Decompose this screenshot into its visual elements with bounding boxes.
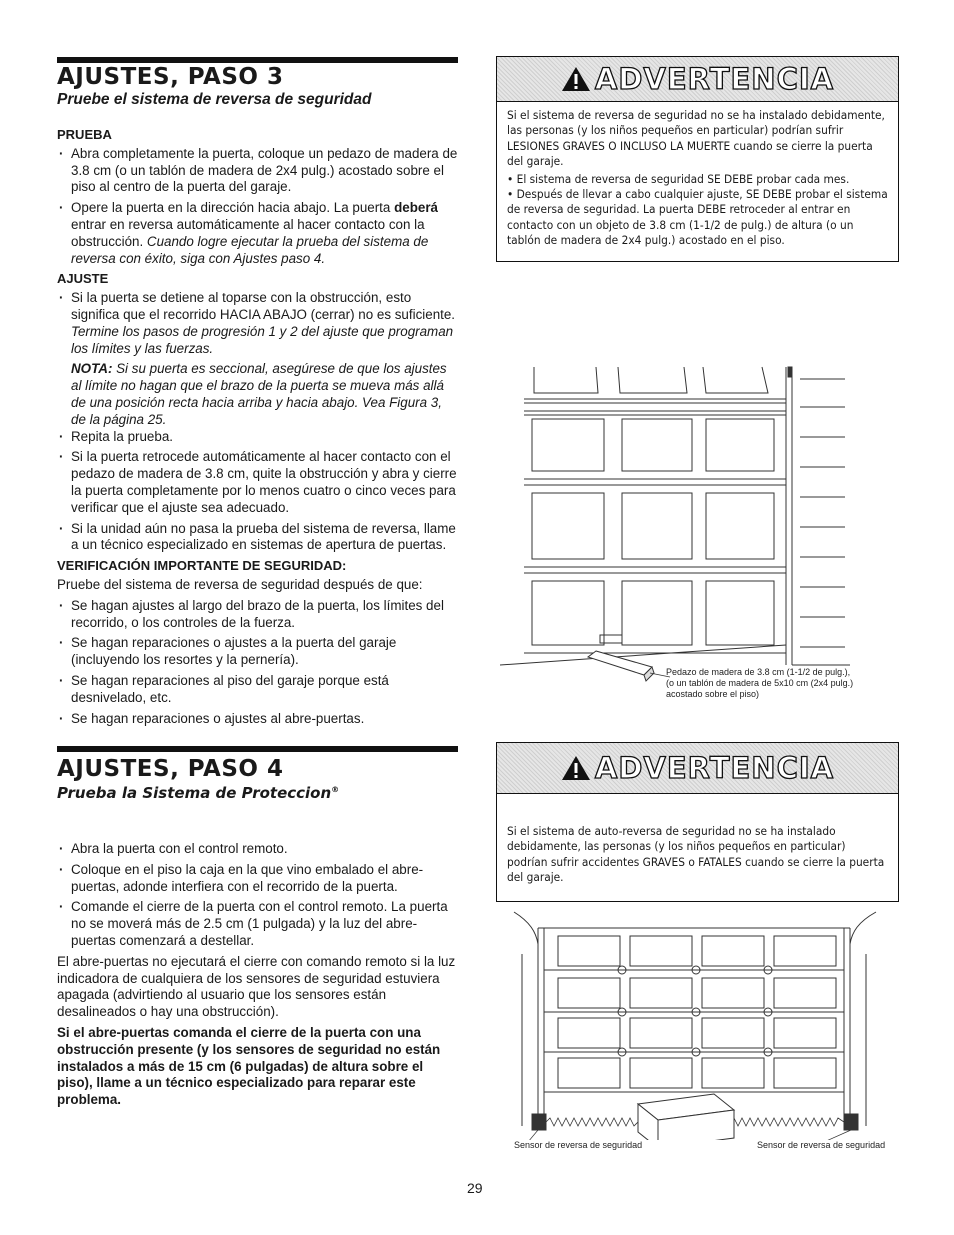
text: Si la puerta se detiene al toparse con la obstrucción, esto significa que el recorrido HACIA ABAJO (cerrar) no es suficiente. [71, 290, 456, 322]
page-number: 29 [467, 1180, 483, 1196]
step3-title: AJUSTES, PASO 3 [57, 64, 284, 90]
list-item: · Si la unidad aún no pasa la prueba del sistema de reversa, llame a un técnico especializado en sistemas de apertura de puertas. [57, 521, 459, 555]
list-item: · Si la puerta retrocede automáticamente al hacer contacto con el pedazo de madera de 3.8 cm, quite la obstrucción y abra y cierre la puerta completamente por lo menos cuatro o cinco veces para verificar que el ajuste sea adecuado. [57, 449, 459, 516]
warning-triangle-icon [561, 755, 591, 781]
list-item: · Comande el cierre de la puerta con el control remoto. La puerta no se moverá más de 2.5 cm (1 pulgada) y la luz del abre-puertas comenzará a destellar. [57, 899, 459, 949]
list-item: · Abra completamente la puerta, coloque un pedazo de madera de 3.8 cm (o un tablón de madera de 2x4 pulg.) acostado sobre el piso al centro de la puerta del garaje. [57, 146, 459, 196]
nota-label: NOTA: [71, 361, 113, 377]
step4-body [57, 841, 459, 1109]
text: entrar en reversa automáticamente al hacer contacto con la obstrucción. [71, 216, 425, 249]
step3-subtitle: Pruebe el sistema de reversa de seguridad [57, 91, 372, 108]
safety-sensor-figure [508, 908, 888, 1140]
warning-bullet: • El sistema de reversa de seguridad SE DEBE probar cada mes. [507, 171, 850, 186]
warning-header [497, 743, 898, 794]
subtitle-text: Prueba la Sistema de Proteccion [57, 784, 332, 802]
warning-bullet: • Después de llevar a cabo cualquier ajuste, SE DEBE probar el sistema de reversa de seguridad. La puerta DEBE retroceder al entrar en contacto con un objeto de 3.8 cm (1-1/2 de pulg.) de altura (o un tablón de madera de 2x4 pulg.) acostado en el piso. [507, 187, 888, 248]
warning-text: Si el sistema de auto-reversa de seguridad no se ha instalado debidamente, las personas (y los niños pequeños en particular) podrían sufrir accidentes GRAVES o FATALES cuando se cierre la puerta del garaje. [507, 824, 885, 885]
text: Si su puerta es seccional, asegúrese de que los ajustes al límite no hagan que el brazo de la puerta se mueva más allá de una posición recta hacia arriba y hacia abajo. Vea Figura 3, de la página 25. [71, 361, 447, 427]
warning-body [497, 102, 898, 255]
step4-subtitle [57, 784, 339, 802]
list-item: · Se hagan reparaciones o ajustes al abre-puertas. [57, 711, 459, 728]
text: Cuando logre ejecutar la prueba del sistema de reversa con éxito, siga con Ajustes paso 4. [71, 233, 429, 266]
figure-caption [666, 667, 896, 700]
step4-paragraph: El abre-puertas no ejecutará el cierre con comando remoto si la luz indicadora de cualquiera de los sensores de seguridad estuviera apagada (advirtiendo al usuario que los sensores están desalineados o hay una obstrucción). [57, 953, 456, 1020]
warning-title: ADVERTENCIA [594, 62, 835, 96]
garage-door-figure [500, 355, 860, 715]
ajuste-heading: AJUSTE [57, 271, 109, 287]
list-item: · Coloque en el piso la caja en la que vino embalado el abre-puertas, adonde interfiera con el recorrido de la puerta. [57, 862, 459, 896]
nota [57, 361, 459, 428]
verif-intro: Pruebe del sistema de reversa de seguridad después de que: [57, 576, 423, 592]
registered-mark: ® [331, 785, 340, 794]
sensor-label-right: Sensor de reversa de seguridad [757, 1140, 886, 1150]
caption-line: Pedazo de madera de 3.8 cm (1-1/2 de pulg.), [666, 667, 851, 677]
step3-body [57, 117, 459, 731]
warning-title: ADVERTENCIA [594, 751, 835, 785]
prueba-heading: PRUEBA [57, 127, 112, 142]
caption-line: acostado sobre el piso) [666, 689, 760, 699]
warning-header [497, 57, 898, 102]
warning-box [496, 56, 899, 262]
verif-heading: VERIFICACIÓN IMPORTANTE DE SEGURIDAD: [57, 558, 347, 574]
list-item: · Abra la puerta con el control remoto. [57, 841, 459, 858]
warning-box [496, 742, 899, 902]
text: deberá [394, 200, 438, 216]
step4-bold-paragraph: Si el abre-puertas comanda el cierre de la puerta con una obstrucción presente (y los sensores de seguridad no están instalados a más de 15 cm (6 pulgadas) de altura sobre el piso), llame a un técnico especializado para reparar este problema. [57, 1024, 441, 1108]
text: Opere la puerta en la dirección hacia abajo. La puerta [71, 200, 395, 216]
list-item: · Repita la prueba. [57, 429, 459, 446]
step4-title: AJUSTES, PASO 4 [57, 756, 284, 782]
list-item: · Se hagan reparaciones o ajustes a la puerta del garaje (incluyendo los resortes y la pernería). [57, 635, 459, 669]
text: Termine los pasos de progresión 1 y 2 del ajuste que programan los límites y las fuerzas. [71, 323, 454, 356]
section-rule [57, 57, 458, 63]
caption-line: (o un tablón de madera de 5x10 cm (2x4 pulg.) [666, 678, 854, 688]
warning-triangle-icon [561, 66, 591, 92]
list-item [57, 290, 459, 357]
sensor-label-left: Sensor de reversa de seguridad [514, 1140, 643, 1150]
list-item [57, 200, 459, 267]
warning-body [497, 794, 898, 892]
list-item: · Se hagan ajustes al largo del brazo de la puerta, los límites del recorrido, o los controles de la fuerza. [57, 598, 459, 632]
section-rule [57, 746, 458, 752]
warning-text: Si el sistema de reversa de seguridad no se ha instalado debidamente, las personas (y los niños pequeños en particular) podrían sufrir LESIONES GRAVES O INCLUSO LA MUERTE cuando se cierre la puerta del garaje. [507, 108, 885, 169]
list-item: · Se hagan reparaciones al piso del garaje porque está desnivelado, etc. [57, 673, 459, 707]
